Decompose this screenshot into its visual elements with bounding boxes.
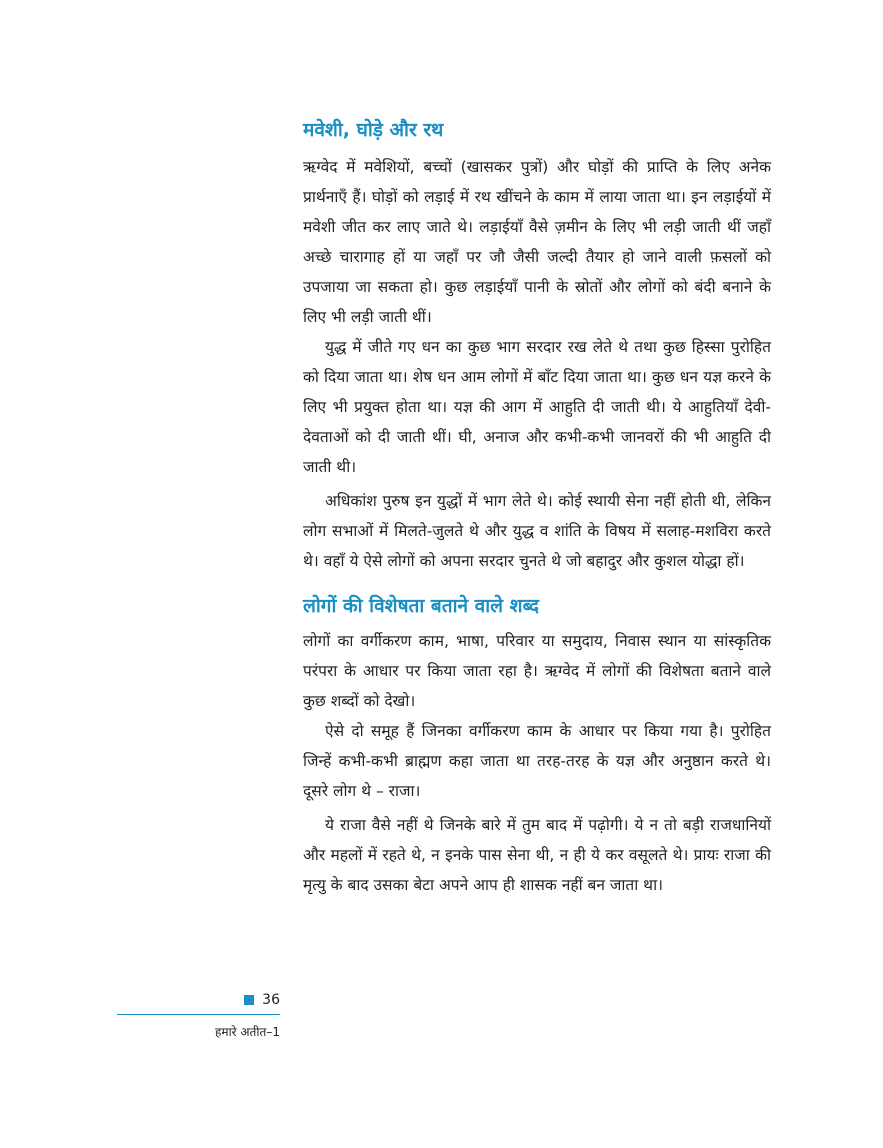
book-title: हमारे अतीत–1 [215, 1025, 280, 1039]
footer-divider [117, 1014, 280, 1015]
folio [117, 990, 280, 1010]
page-content [303, 112, 771, 900]
page-footer [117, 990, 280, 1040]
paragraph-livestock-2: युद्ध में जीते गए धन का कुछ भाग सरदार रख लेते थे तथा कुछ हिस्सा पुरोहित को दिया जाता था। शेष धन आम लोगों में बाँट दिया जाता था। कुछ धन यज्ञ करने के लिए भी प्रयुक्त होता था। यज्ञ की आग में आहुति दी जाती थी। ये आहुतियाँ देवी-देवताओं को दी जाती थीं। घी, अनाज और कभी-कभी जानवरों की भी आहुति दी जाती थी। [303, 338, 771, 476]
paragraph-people-2: ऐसे दो समूह हैं जिनका वर्गीकरण काम के आधार पर किया गया है। पुरोहित जिन्हें कभी-कभी ब्राह्मण कहा जाता था तरह-तरह के यज्ञ और अनुष्ठान करते थे। दूसरे लोग थे – राजा। [303, 722, 771, 800]
paragraph-livestock-1: ऋग्वेद में मवेशियों, बच्चों (खासकर पुत्रों) और घोड़ों की प्राप्ति के लिए अनेक प्रार्थनाएँ हैं। घोड़ों को लड़ाई में रथ खींचने के काम में लाया जाता था। इन लड़ाईयों में मवेशी जीत कर लाए जाते थे। लड़ाईयाँ वैसे ज़मीन के लिए भी लड़ी जाती थीं जहाँ अच्छे चारागाह हों या जहाँ पर जौ जैसी जल्दी तैयार हो जाने वाली फ़सलों को उपजाया जा सकता हो। कुछ लड़ाईयाँ पानी के स्रोतों और लोगों को बंदी बनाने के लिए भी लड़ी जाती थीं। [303, 158, 771, 326]
paragraph-people-1: लोगों का वर्गीकरण काम, भाषा, परिवार या समुदाय, निवास स्थान या सांस्कृतिक परंपरा के आधार पर किया जाता रहा है। ऋग्वेद में लोगों की विशेषता बताने वाले कुछ शब्दों को देखो। [303, 632, 771, 710]
section-heading-people-words: लोगों की विशेषता बताने वाले शब्द [303, 595, 539, 617]
paragraph-people-3: ये राजा वैसे नहीं थे जिनके बारे में तुम बाद में पढ़ोगी। ये न तो बड़ी राजधानियों और महलों में रहते थे, न इनके पास सेना थी, न ही ये कर वसूलते थे। प्रायः राजा की मृत्यु के बाद उसका बेटा अपने आप ही शासक नहीं बन जाता था। [303, 816, 771, 894]
paragraph-livestock-3: अधिकांश पुरुष इन युद्धों में भाग लेते थे। कोई स्थायी सेना नहीं होती थी, लेकिन लोग सभाओं में मिलते-जुलते थे और युद्ध व शांति के विषय में सलाह-मशविरा करते थे। वहाँ ये ऐसे लोगों को अपना सरदार चुनते थे जो बहादुर और कुशल योद्धा हों। [303, 492, 771, 570]
folio-square-icon [244, 995, 254, 1005]
section-heading-livestock: मवेशी, घोड़े और रथ [303, 119, 444, 141]
page-number: 36 [262, 992, 280, 1008]
